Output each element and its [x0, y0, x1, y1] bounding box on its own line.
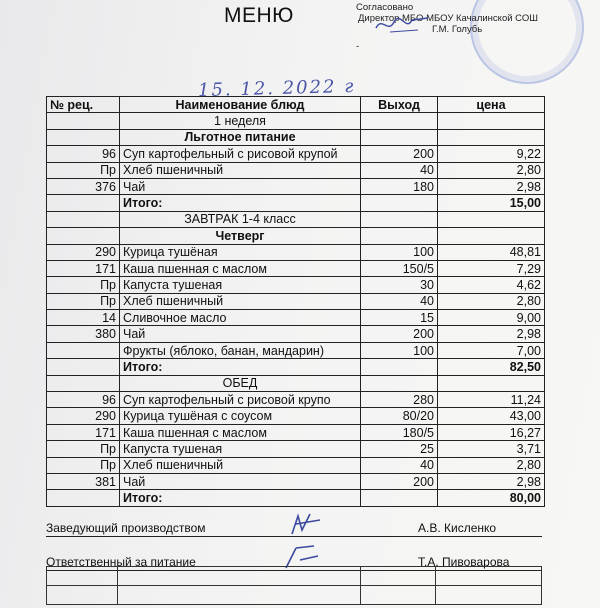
dish-name: Капуста тушеная	[120, 277, 361, 293]
dish-row	[47, 392, 545, 408]
total-price: 82,50	[438, 359, 545, 375]
price-cell	[438, 211, 545, 227]
dish-portion: 100	[361, 342, 438, 358]
recipe-cell	[47, 359, 120, 375]
recipe-number: 171	[47, 260, 120, 276]
dish-name: Суп картофельный с рисовой крупой	[120, 146, 361, 162]
dish-name: Хлеб пшеничный	[120, 162, 361, 178]
approval-dash: -	[356, 41, 360, 52]
dish-price: 7,29	[438, 260, 545, 276]
director-signature	[372, 12, 432, 38]
total-price: 15,00	[438, 195, 545, 211]
dish-portion: 40	[361, 457, 438, 473]
section-row	[47, 129, 545, 145]
recipe-number: Пр	[47, 162, 120, 178]
table-header-row	[47, 97, 545, 113]
dish-price: 4,62	[438, 277, 545, 293]
dish-portion: 200	[361, 326, 438, 342]
recipe-cell	[47, 375, 120, 391]
blank-row	[47, 567, 542, 586]
blank-cell	[117, 567, 360, 586]
dish-name: Каша пшенная с маслом	[120, 260, 361, 276]
dish-portion: 200	[361, 146, 438, 162]
approval-line-2: Директор МБО МБОУ Качалинской СОШ	[358, 13, 538, 24]
recipe-number: 380	[47, 326, 120, 342]
dish-row	[47, 424, 545, 440]
dish-row	[47, 293, 545, 309]
blank-cell	[436, 567, 542, 586]
blank-cell	[117, 586, 360, 605]
blank-cell	[47, 586, 118, 605]
dish-portion: 40	[361, 162, 438, 178]
dish-row	[47, 146, 545, 162]
portion-cell	[361, 211, 438, 227]
recipe-cell	[47, 211, 120, 227]
dish-name: Сливочное масло	[120, 310, 361, 326]
recipe-number: 290	[47, 408, 120, 424]
recipe-cell	[47, 228, 120, 244]
recipe-number: 96	[47, 146, 120, 162]
approval-line-1: Согласовано	[356, 2, 414, 13]
dish-name: Каша пшенная с маслом	[120, 424, 361, 440]
blank-row	[47, 586, 542, 605]
total-row	[47, 195, 545, 211]
dish-portion: 15	[361, 310, 438, 326]
dish-portion: 180/5	[361, 424, 438, 440]
recipe-number: 171	[47, 424, 120, 440]
portion-cell	[361, 113, 438, 129]
dish-portion: 200	[361, 473, 438, 489]
responsible-label: Ответственный за питание	[46, 555, 196, 569]
total-label: Итого:	[120, 359, 361, 375]
dish-row	[47, 441, 545, 457]
dish-name: Курица тушёная с соусом	[120, 408, 361, 424]
dish-name: Чай	[120, 178, 361, 194]
manager-name: А.В. Кисленко	[418, 521, 497, 535]
dish-price: 9,00	[438, 310, 545, 326]
recipe-cell	[47, 129, 120, 145]
header-portion: Выход	[361, 97, 438, 113]
blank-cell	[361, 567, 436, 586]
blank-cell	[47, 567, 118, 586]
total-label: Итого:	[120, 195, 361, 211]
dish-row	[47, 178, 545, 194]
section-title: Четверг	[120, 228, 361, 244]
recipe-number: 381	[47, 473, 120, 489]
dish-row	[47, 457, 545, 473]
dish-portion: 80/20	[361, 408, 438, 424]
portion-cell	[361, 490, 438, 506]
dish-name: Фрукты (яблоко, банан, мандарин)	[120, 342, 361, 358]
dish-portion: 100	[361, 244, 438, 260]
dish-row	[47, 473, 545, 489]
dish-row	[47, 326, 545, 342]
dish-portion: 280	[361, 392, 438, 408]
section-title: Льготное питание	[120, 129, 361, 145]
dish-row	[47, 244, 545, 260]
recipe-number: 376	[47, 178, 120, 194]
total-label: Итого:	[120, 490, 361, 506]
approval-line-3: Г.М. Голубь	[432, 24, 483, 35]
dish-portion: 25	[361, 441, 438, 457]
manager-label: Заведующий производством	[46, 521, 206, 535]
recipe-number: 14	[47, 310, 120, 326]
blank-cell	[436, 586, 542, 605]
section-title: ЗАВТРАК 1-4 класс	[120, 211, 361, 227]
section-title: 1 неделя	[120, 113, 361, 129]
header-price: цена	[438, 97, 545, 113]
menu-table-body	[47, 113, 545, 506]
recipe-number: Пр	[47, 457, 120, 473]
dish-price: 2,80	[438, 162, 545, 178]
total-row	[47, 359, 545, 375]
section-row	[47, 211, 545, 227]
dish-price: 3,71	[438, 441, 545, 457]
dish-name: Суп картофельный с рисовой крупо	[120, 392, 361, 408]
dish-portion: 150/5	[361, 260, 438, 276]
section-row	[47, 228, 545, 244]
manager-signature	[286, 510, 326, 540]
portion-cell	[361, 228, 438, 244]
dish-row	[47, 260, 545, 276]
recipe-number	[47, 342, 120, 358]
menu-table	[46, 96, 545, 507]
price-cell	[438, 113, 545, 129]
recipe-cell	[47, 490, 120, 506]
dish-price: 43,00	[438, 408, 545, 424]
dish-price: 48,81	[438, 244, 545, 260]
section-title: ОБЕД	[120, 375, 361, 391]
recipe-number: Пр	[47, 293, 120, 309]
dish-price: 2,80	[438, 457, 545, 473]
recipe-number: Пр	[47, 441, 120, 457]
portion-cell	[361, 359, 438, 375]
page-title: МЕНЮ	[224, 4, 294, 27]
recipe-number: Пр	[47, 277, 120, 293]
dish-price: 2,80	[438, 293, 545, 309]
section-row	[47, 113, 545, 129]
price-cell	[438, 375, 545, 391]
dish-name: Чай	[120, 326, 361, 342]
dish-price: 2,98	[438, 473, 545, 489]
dish-name: Капуста тушеная	[120, 441, 361, 457]
recipe-number: 96	[47, 392, 120, 408]
total-row	[47, 490, 545, 506]
dish-name: Курица тушёная	[120, 244, 361, 260]
price-cell	[438, 129, 545, 145]
total-price: 80,00	[438, 490, 545, 506]
dish-price: 2,98	[438, 178, 545, 194]
dish-name: Хлеб пшеничный	[120, 293, 361, 309]
recipe-cell	[47, 113, 120, 129]
blank-rows	[46, 566, 542, 605]
dish-row	[47, 342, 545, 358]
header-dish-name: Наименование блюд	[120, 97, 361, 113]
dish-name: Хлеб пшеничный	[120, 457, 361, 473]
recipe-cell	[47, 195, 120, 211]
dish-price: 11,24	[438, 392, 545, 408]
dish-price: 2,98	[438, 326, 545, 342]
dish-portion: 180	[361, 178, 438, 194]
dish-price: 9,22	[438, 146, 545, 162]
header-recipe-no: № рец.	[47, 97, 120, 113]
portion-cell	[361, 375, 438, 391]
dish-row	[47, 408, 545, 424]
dish-row	[47, 277, 545, 293]
price-cell	[438, 228, 545, 244]
portion-cell	[361, 129, 438, 145]
responsible-name: Т.А. Пивоварова	[418, 555, 510, 569]
menu-date: 15. 12. 2022 г	[197, 75, 356, 102]
blank-cell	[361, 586, 436, 605]
section-row	[47, 375, 545, 391]
dish-row	[47, 310, 545, 326]
dish-row	[47, 162, 545, 178]
recipe-number: 290	[47, 244, 120, 260]
dish-price: 16,27	[438, 424, 545, 440]
portion-cell	[361, 195, 438, 211]
dish-portion: 40	[361, 293, 438, 309]
dish-price: 7,00	[438, 342, 545, 358]
dish-name: Чай	[120, 473, 361, 489]
dish-portion: 30	[361, 277, 438, 293]
